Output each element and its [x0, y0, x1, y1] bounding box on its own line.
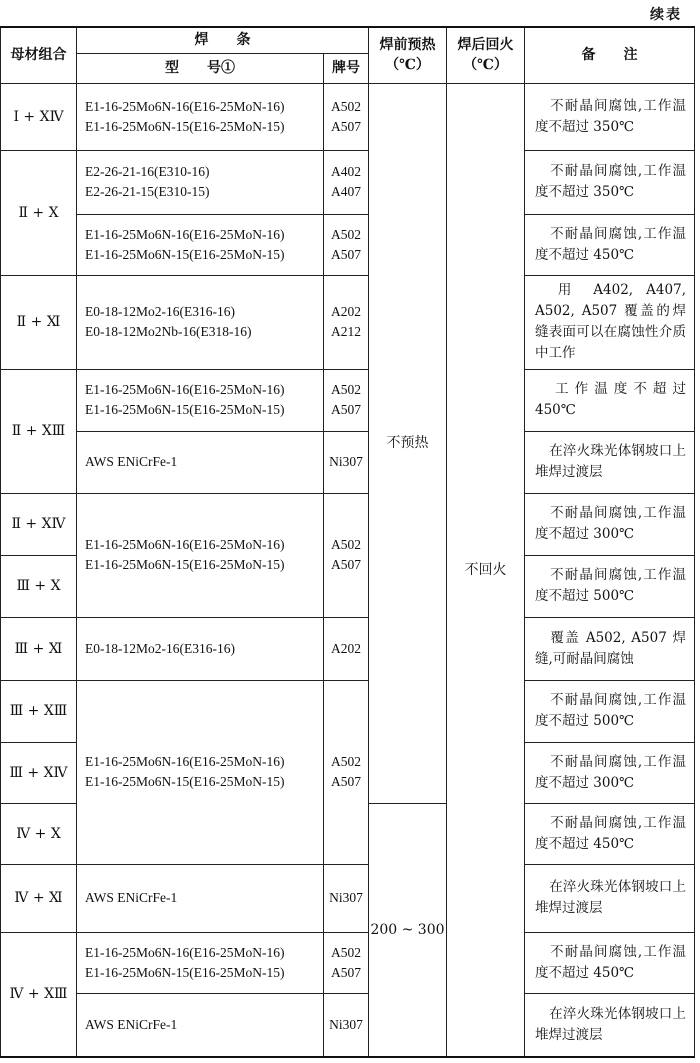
brand-cell: A502 A507 — [324, 369, 369, 431]
remark-cell: 不耐晶间腐蚀,工作温度不超过 300℃ — [525, 493, 695, 555]
table-row — [1, 369, 695, 431]
brand-cell: A502 A507 — [324, 932, 369, 993]
remark-cell: 不耐晶间腐蚀,工作温度不超过 500℃ — [525, 555, 695, 617]
remark-cell: 不耐晶间腐蚀,工作温度不超过 450℃ — [525, 803, 695, 864]
remark-cell: 用 A402, A407, A502, A507 覆盖的焊缝表面可以在腐蚀性介质中工作 — [525, 275, 695, 369]
header-base-combo: 母材组合 — [1, 27, 77, 83]
base-combo-cell: Ⅲ + ⅩⅣ — [1, 742, 77, 803]
brand-cell: A402 A407 — [324, 150, 369, 214]
remark-cell: 在淬火珠光体钢坡口上堆焊过渡层 — [525, 993, 695, 1057]
brand-cell: A502 A507 — [324, 493, 369, 617]
table-row — [1, 932, 695, 993]
base-combo-cell: Ⅳ + ⅩⅢ — [1, 932, 77, 1057]
table-row — [1, 864, 695, 932]
header-postheat: 焊后回火 （℃） — [447, 27, 525, 83]
remark-cell: 不耐晶间腐蚀,工作温度不超过 450℃ — [525, 214, 695, 275]
model-cell: E1-16-25Mo6N-16(E16-25MoN-16) E1-16-25Mo6N-15(E16-25MoN-15) — [77, 369, 324, 431]
continued-label: 续表 — [650, 7, 682, 23]
model-cell: E1-16-25Mo6N-16(E16-25MoN-16) E1-16-25Mo6N-15(E16-25MoN-15) — [77, 932, 324, 993]
model-cell: E1-16-25Mo6N-16(E16-25MoN-16) E1-16-25Mo6N-15(E16-25MoN-15) — [77, 83, 324, 150]
model-cell: E1-16-25Mo6N-16(E16-25MoN-16) E1-16-25Mo6N-15(E16-25MoN-15) — [77, 493, 324, 617]
table-row — [1, 617, 695, 680]
table-row — [1, 275, 695, 369]
remark-cell: 不耐晶间腐蚀,工作温度不超过 500℃ — [525, 680, 695, 742]
remark-cell: 在淬火珠光体钢坡口上堆焊过渡层 — [525, 431, 695, 493]
remark-cell: 不耐晶间腐蚀,工作温度不超过 350℃ — [525, 150, 695, 214]
base-combo-cell: Ⅰ + ⅩⅣ — [1, 83, 77, 150]
table-row — [1, 214, 695, 275]
remark-cell: 在淬火珠光体钢坡口上堆焊过渡层 — [525, 864, 695, 932]
base-combo-cell: Ⅱ + ⅩⅣ — [1, 493, 77, 555]
remark-cell: 工作温度不超过 450℃ — [525, 369, 695, 431]
brand-cell: Ni307 — [324, 431, 369, 493]
model-cell: E0-18-12Mo2-16(E316-16) E0-18-12Mo2Nb-16(E318-16) — [77, 275, 324, 369]
preheat-cell: 不预热 — [369, 83, 447, 803]
remark-cell: 覆盖 A502, A507 焊缝,可耐晶间腐蚀 — [525, 617, 695, 680]
model-cell: AWS ENiCrFe-1 — [77, 864, 324, 932]
brand-cell: A502 A507 — [324, 214, 369, 275]
brand-cell: A502 A507 — [324, 680, 369, 864]
brand-cell: A202 A212 — [324, 275, 369, 369]
model-cell: AWS ENiCrFe-1 — [77, 431, 324, 493]
remark-cell: 不耐晶间腐蚀,工作温度不超过 300℃ — [525, 742, 695, 803]
base-combo-cell: Ⅲ + Ⅹ — [1, 555, 77, 617]
table-row — [1, 431, 695, 493]
preheat-cell: 200 ~ 300 — [369, 803, 447, 1057]
table-row — [1, 493, 695, 555]
header-electrode: 焊 条 — [77, 27, 369, 53]
base-combo-cell: Ⅱ + Ⅺ — [1, 275, 77, 369]
model-cell: E1-16-25Mo6N-16(E16-25MoN-16) E1-16-25Mo6N-15(E16-25MoN-15) — [77, 680, 324, 864]
table-row — [1, 150, 695, 214]
header-model: 型 号① — [77, 53, 324, 83]
model-cell: E1-16-25Mo6N-16(E16-25MoN-16) E1-16-25Mo6N-15(E16-25MoN-15) — [77, 214, 324, 275]
base-combo-cell: Ⅲ + Ⅺ — [1, 617, 77, 680]
brand-cell: Ni307 — [324, 864, 369, 932]
header-remarks: 备 注 — [525, 27, 695, 83]
base-combo-cell: Ⅳ + Ⅹ — [1, 803, 77, 864]
base-combo-cell: Ⅱ + ⅩⅢ — [1, 369, 77, 493]
electrode-table — [0, 26, 695, 1058]
brand-cell: A202 — [324, 617, 369, 680]
brand-cell: Ni307 — [324, 993, 369, 1057]
header-preheat: 焊前预热 （℃） — [369, 27, 447, 83]
remark-cell: 不耐晶间腐蚀,工作温度不超过 350℃ — [525, 83, 695, 150]
model-cell: E0-18-12Mo2-16(E316-16) — [77, 617, 324, 680]
base-combo-cell: Ⅱ + Ⅹ — [1, 150, 77, 275]
table-row — [1, 83, 695, 150]
table-row — [1, 993, 695, 1057]
brand-cell: A502 A507 — [324, 83, 369, 150]
base-combo-cell: Ⅳ + Ⅺ — [1, 864, 77, 932]
remark-cell: 不耐晶间腐蚀,工作温度不超过 450℃ — [525, 932, 695, 993]
postheat-cell: 不回火 — [447, 83, 525, 1057]
header-brand: 牌号 — [324, 53, 369, 83]
base-combo-cell: Ⅲ + ⅩⅢ — [1, 680, 77, 742]
model-cell: AWS ENiCrFe-1 — [77, 993, 324, 1057]
model-cell: E2-26-21-16(E310-16) E2-26-21-15(E310-15) — [77, 150, 324, 214]
table-row — [1, 680, 695, 742]
